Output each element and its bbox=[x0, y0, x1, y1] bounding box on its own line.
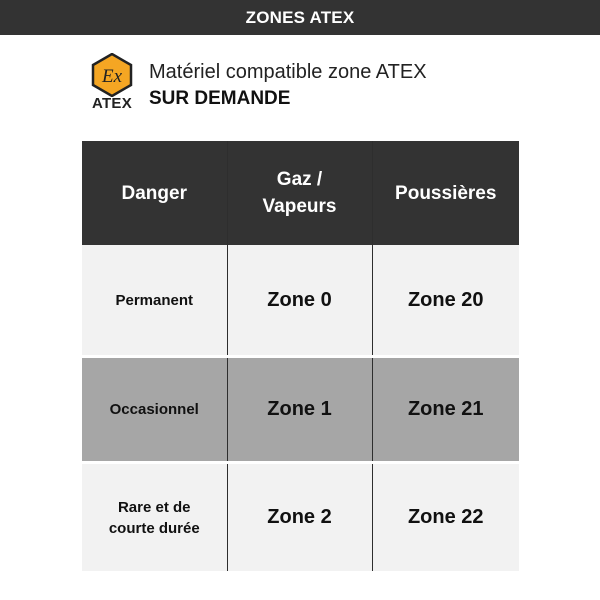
column-header-gaz bbox=[227, 141, 372, 245]
column-header-gaz-label: Gaz / Vapeurs bbox=[262, 169, 337, 217]
table-row bbox=[82, 463, 519, 572]
notice-text: Matériel compatible zone ATEX bbox=[149, 61, 427, 83]
page-title: ZONES ATEX bbox=[245, 7, 355, 27]
gaz-zone-cell: Zone 2 bbox=[227, 463, 372, 572]
table-header-row bbox=[82, 141, 519, 245]
danger-label: Rare et de courte durée bbox=[108, 498, 200, 537]
atex-zones-table bbox=[82, 141, 519, 571]
column-header-danger: Danger bbox=[82, 141, 227, 245]
poussieres-zone-cell: Zone 21 bbox=[372, 357, 519, 463]
gaz-zone-cell: Zone 1 bbox=[227, 357, 372, 463]
atex-logo-label: ATEX bbox=[91, 95, 133, 112]
notice-emphasis: SUR DEMANDE bbox=[149, 88, 291, 109]
table-row bbox=[82, 357, 519, 463]
poussieres-zone-cell: Zone 22 bbox=[372, 463, 519, 572]
gaz-zone-cell: Zone 0 bbox=[227, 245, 372, 357]
table-row bbox=[82, 245, 519, 357]
atex-notice bbox=[85, 53, 525, 123]
atex-logo bbox=[85, 53, 139, 115]
page-header-banner bbox=[0, 0, 600, 35]
danger-cell: Occasionnel bbox=[82, 357, 227, 463]
danger-cell bbox=[82, 463, 227, 572]
atex-hexagon-icon bbox=[90, 53, 134, 97]
poussieres-zone-cell: Zone 20 bbox=[372, 245, 519, 357]
danger-cell: Permanent bbox=[82, 245, 227, 357]
atex-logo-symbol: Ex bbox=[101, 66, 123, 87]
column-header-poussieres: Poussières bbox=[372, 141, 519, 245]
